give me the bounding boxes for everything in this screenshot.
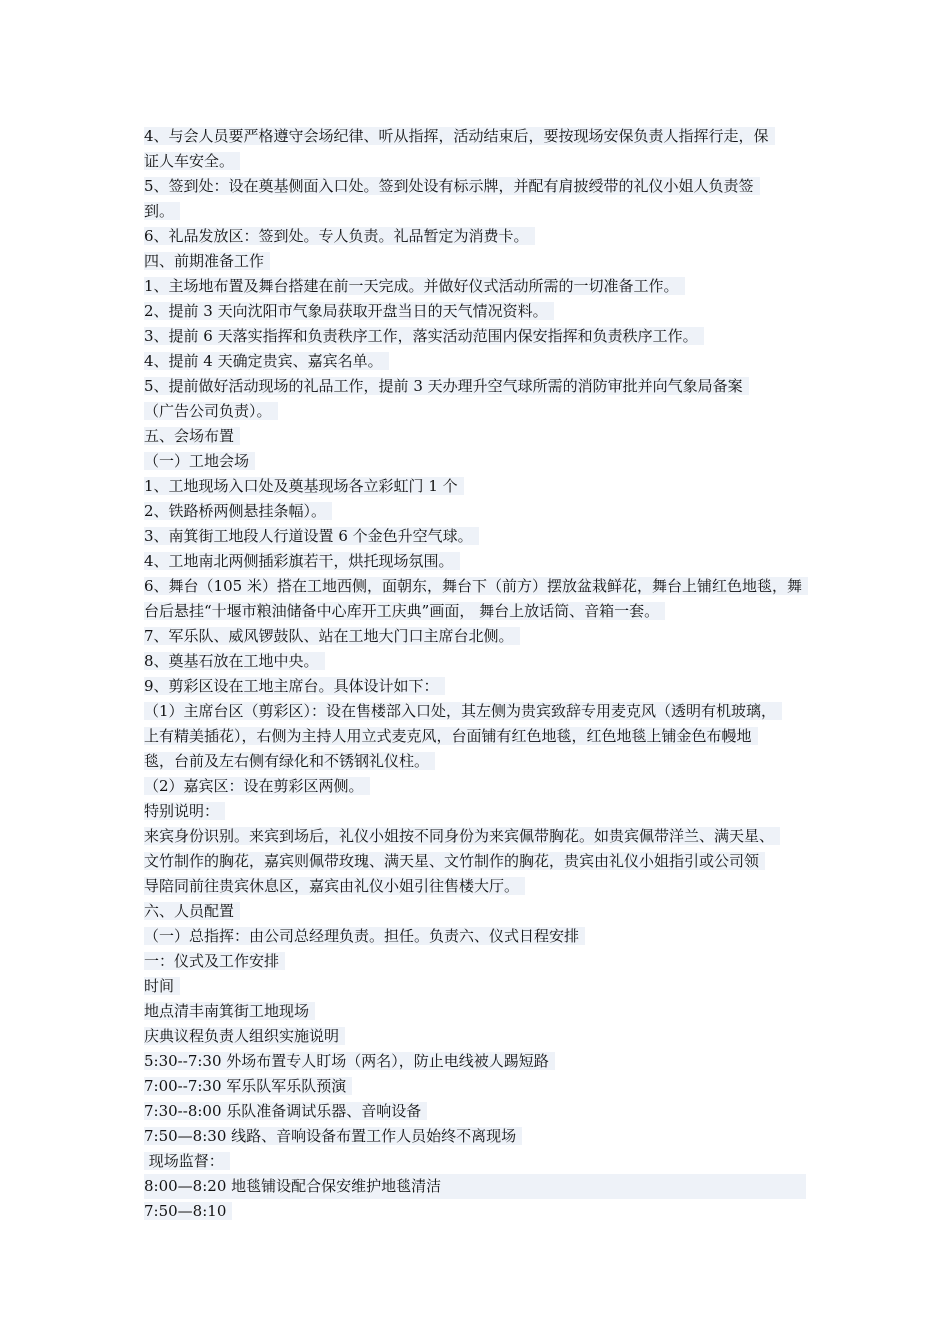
text-line-27: （2）嘉宾区：设在剪彩区两侧。 xyxy=(144,774,812,799)
section-heading-5: 五、会场布置 xyxy=(144,424,812,449)
text-line-34: 一：仪式及工作安排 xyxy=(144,949,812,974)
schedule-line-1: 5:30--7:30 外场布置专人盯场（两名），防止电线被人踢短路 xyxy=(144,1049,812,1074)
text-line-37: 庆典议程负责人组织实施说明 xyxy=(144,1024,812,1049)
text-line-9: 3、提前 6 天落实指挥和负责秩序工作，落实活动范围内保安指挥和负责秩序工作。 xyxy=(144,324,812,349)
text-line-42: 现场监督： xyxy=(144,1149,812,1174)
text-line-15: 1、工地现场入口处及奠基现场各立彩虹门 1 个 xyxy=(144,474,812,499)
text-line-26: 毯，台前及左右侧有绿化和不锈钢礼仪柱。 xyxy=(144,749,812,774)
text-line-36: 地点清丰南箕街工地现场 xyxy=(144,999,812,1024)
text-line-30: 文竹制作的胸花，嘉宾则佩带玫瑰、满天星、文竹制作的胸花，贵宾由礼仪小姐指引或公司领 xyxy=(144,849,812,874)
text-line-19: 6、舞台（105 米）搭在工地西侧，面朝东，舞台下（前方）摆放盆栽鲜花，舞台上铺红色地毯，舞 xyxy=(144,574,812,599)
schedule-line-3: 7:30--8:00 乐队准备调试乐器、音响设备 xyxy=(144,1099,812,1124)
text-line-11: 5、提前做好活动现场的礼品工作，提前 3 天办理升空气球所需的消防审批并向气象局备案 xyxy=(144,374,812,399)
text-line-29: 来宾身份识别。来宾到场后，礼仪小姐按不同身份为来宾佩带胸花。如贵宾佩带洋兰、满天星、 xyxy=(144,824,812,849)
text-line-5: 6、礼品发放区：签到处。专人负责。礼品暂定为消费卡。 xyxy=(144,224,812,249)
section-heading-4: 四、前期准备工作 xyxy=(144,249,812,274)
schedule-line-6: 7:50—8:10 xyxy=(144,1199,812,1224)
text-line-7: 1、主场地布置及舞台搭建在前一天完成。并做好仪式活动所需的一切准备工作。 xyxy=(144,274,812,299)
schedule-line-5: 8:00—8:20 地毯铺设配合保安维护地毯清洁 xyxy=(144,1174,812,1199)
subsection-heading: （一）工地会场 xyxy=(144,449,812,474)
text-line-25: 上有精美插花），右侧为主持人用立式麦克风，台面铺有红色地毯，红色地毯上铺金色布幔地 xyxy=(144,724,812,749)
text-line-16: 2、铁路桥两侧悬挂条幅）。 xyxy=(144,499,812,524)
schedule-line-4: 7:50—8:30 线路、音响设备布置工作人员始终不离现场 xyxy=(144,1124,812,1149)
text-line-35: 时间 xyxy=(144,974,812,999)
schedule-line-2: 7:00--7:30 军乐队军乐队预演 xyxy=(144,1074,812,1099)
document-body xyxy=(144,124,812,1224)
text-line-17: 3、南箕街工地段人行道设置 6 个金色升空气球。 xyxy=(144,524,812,549)
text-line-22: 8、奠基石放在工地中央。 xyxy=(144,649,812,674)
text-line-24: （1）主席台区（剪彩区）：设在售楼部入口处，其左侧为贵宾致辞专用麦克风（透明有机玻璃， xyxy=(144,699,812,724)
text-line-12: （广告公司负责）。 xyxy=(144,399,812,424)
text-line-3: 5、签到处：设在奠基侧面入口处。签到处设有标示牌，并配有肩披绶带的礼仪小姐人负责签 xyxy=(144,174,812,199)
section-heading-6: 六、人员配置 xyxy=(144,899,812,924)
text-line-20: 台后悬挂“十堰市粮油储备中心库开工庆典”画面， 舞台上放话筒、音箱一套。 xyxy=(144,599,812,624)
text-line-1: 4、与会人员要严格遵守会场纪律、听从指挥，活动结束后，要按现场安保负责人指挥行走，保 xyxy=(144,124,812,149)
text-line-33: （一）总指挥：由公司总经理负责。担任。负责六、仪式日程安排 xyxy=(144,924,812,949)
text-line-10: 4、提前 4 天确定贵宾、嘉宾名单。 xyxy=(144,349,812,374)
text-line-8: 2、提前 3 天向沈阳市气象局获取开盘当日的天气情况资料。 xyxy=(144,299,812,324)
text-line-4: 到。 xyxy=(144,199,812,224)
text-line-23: 9、剪彩区设在工地主席台。具体设计如下： xyxy=(144,674,812,699)
text-line-28: 特别说明： xyxy=(144,799,812,824)
text-line-2: 证人车安全。 xyxy=(144,149,812,174)
text-line-18: 4、工地南北两侧插彩旗若干，烘托现场氛围。 xyxy=(144,549,812,574)
text-line-21: 7、军乐队、威风锣鼓队、站在工地大门口主席台北侧。 xyxy=(144,624,812,649)
text-line-31: 导陪同前往贵宾休息区，嘉宾由礼仪小姐引往售楼大厅。 xyxy=(144,874,812,899)
